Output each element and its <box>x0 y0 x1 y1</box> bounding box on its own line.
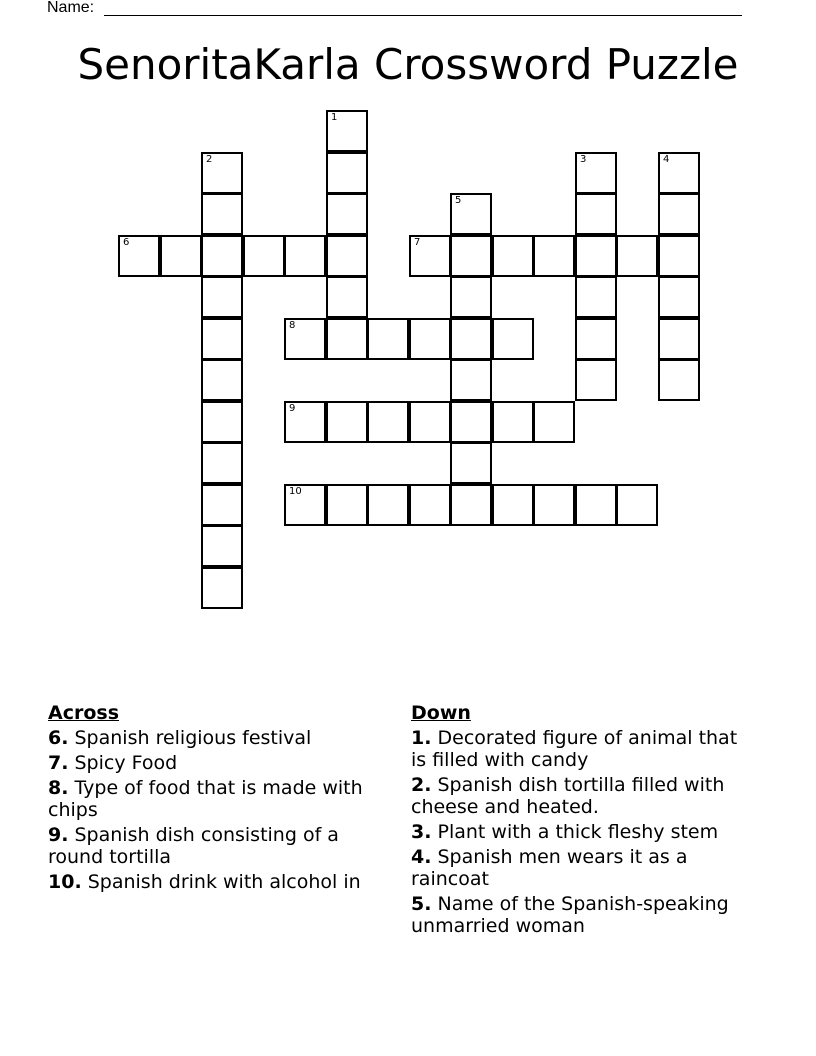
clue-list <box>411 727 756 937</box>
down-clues <box>411 702 756 940</box>
name-line[interactable] <box>104 15 742 16</box>
grid-cell[interactable] <box>450 442 492 484</box>
grid-cell[interactable] <box>658 193 700 235</box>
clue-number: 9. <box>48 824 69 846</box>
clue-number: 10 <box>289 486 302 497</box>
grid-cell[interactable] <box>450 235 492 277</box>
grid-cell[interactable] <box>201 193 243 235</box>
grid-cell[interactable] <box>450 401 492 443</box>
clue-item <box>48 824 388 868</box>
grid-cell[interactable] <box>409 318 451 360</box>
clue-number: 6. <box>48 727 69 749</box>
page-title: SenoritaKarla Crossword Puzzle <box>77 40 739 89</box>
grid-cell[interactable] <box>201 276 243 318</box>
grid-cell[interactable] <box>284 484 326 526</box>
down-heading: Down <box>411 702 471 724</box>
clue-list <box>48 727 388 893</box>
clue-item <box>411 846 756 890</box>
grid-cell[interactable] <box>533 235 575 277</box>
grid-cell[interactable] <box>492 401 534 443</box>
grid-cell[interactable] <box>201 235 243 277</box>
grid-cell[interactable] <box>118 235 160 277</box>
grid-cell[interactable] <box>450 276 492 318</box>
clue-number: 6 <box>123 237 130 248</box>
clue-number: 9 <box>289 403 296 414</box>
grid-cell[interactable] <box>201 152 243 194</box>
grid-cell[interactable] <box>284 235 326 277</box>
clue-text: Spicy Food <box>74 752 178 774</box>
clue-number: 3 <box>580 154 587 165</box>
grid-cell[interactable] <box>492 318 534 360</box>
grid-cell[interactable] <box>658 152 700 194</box>
clue-number: 3. <box>411 821 432 843</box>
grid-cell[interactable] <box>575 359 617 401</box>
grid-cell[interactable] <box>409 401 451 443</box>
grid-cell[interactable] <box>658 276 700 318</box>
grid-cell[interactable] <box>201 525 243 567</box>
grid-cell[interactable] <box>575 152 617 194</box>
clue-text: Spanish drink with alcohol in <box>87 871 361 893</box>
clue-text: Plant with a thick fleshy stem <box>437 821 719 843</box>
grid-cell[interactable] <box>450 318 492 360</box>
grid-cell[interactable] <box>160 235 202 277</box>
clue-text: Spanish dish consisting of a round tortilla <box>48 824 339 868</box>
grid-cell[interactable] <box>616 235 658 277</box>
grid-cell[interactable] <box>326 318 368 360</box>
grid-cell[interactable] <box>367 318 409 360</box>
grid-cell[interactable] <box>201 401 243 443</box>
clue-item <box>411 774 756 818</box>
grid-cell[interactable] <box>450 359 492 401</box>
clue-item <box>411 893 756 937</box>
clue-number: 8 <box>289 320 296 331</box>
clue-number: 4 <box>663 154 670 165</box>
grid-cell[interactable] <box>575 193 617 235</box>
name-label: Name: <box>47 0 95 16</box>
clue-text: Name of the Spanish-speaking unmarried woman <box>411 893 729 937</box>
grid-cell[interactable] <box>492 235 534 277</box>
grid-cell[interactable] <box>492 484 534 526</box>
grid-cell[interactable] <box>326 276 368 318</box>
grid-cell[interactable] <box>533 401 575 443</box>
clue-number: 4. <box>411 846 432 868</box>
grid-cell[interactable] <box>326 401 368 443</box>
clue-text: Decorated figure of animal that is filled with candy <box>411 727 738 771</box>
clue-number: 2. <box>411 774 432 796</box>
grid-cell[interactable] <box>658 359 700 401</box>
grid-cell[interactable] <box>201 442 243 484</box>
grid-cell[interactable] <box>326 484 368 526</box>
grid-cell[interactable] <box>201 318 243 360</box>
grid-cell[interactable] <box>450 193 492 235</box>
clue-number: 5. <box>411 893 432 915</box>
clue-number: 10. <box>48 871 82 893</box>
grid-cell[interactable] <box>367 484 409 526</box>
grid-cell[interactable] <box>409 235 451 277</box>
grid-cell[interactable] <box>201 484 243 526</box>
clue-item <box>48 777 388 821</box>
grid-cell[interactable] <box>284 401 326 443</box>
grid-cell[interactable] <box>575 276 617 318</box>
clue-number: 1 <box>331 112 338 123</box>
across-clues <box>48 702 388 896</box>
clue-item <box>48 727 388 749</box>
grid-cell[interactable] <box>409 484 451 526</box>
clue-item <box>411 821 756 843</box>
grid-cell[interactable] <box>575 318 617 360</box>
clue-number: 7 <box>414 237 421 248</box>
clue-text: Spanish men wears it as a raincoat <box>411 846 688 890</box>
grid-cell[interactable] <box>201 359 243 401</box>
grid-cell[interactable] <box>575 484 617 526</box>
clue-text: Spanish religious festival <box>74 727 312 749</box>
clue-item <box>411 727 756 771</box>
clue-number: 2 <box>206 154 213 165</box>
grid-cell[interactable] <box>243 235 285 277</box>
grid-cell[interactable] <box>533 484 575 526</box>
across-heading: Across <box>48 702 120 724</box>
grid-cell[interactable] <box>367 401 409 443</box>
clue-number: 7. <box>48 752 69 774</box>
grid-cell[interactable] <box>284 318 326 360</box>
grid-cell[interactable] <box>326 193 368 235</box>
grid-cell[interactable] <box>658 235 700 277</box>
clue-item <box>48 871 388 893</box>
grid-cell[interactable] <box>575 235 617 277</box>
clue-item <box>48 752 388 774</box>
clue-text: Type of food that is made with chips <box>48 777 363 821</box>
clue-number: 1. <box>411 727 432 749</box>
grid-cell[interactable] <box>658 318 700 360</box>
clue-number: 5 <box>455 195 462 206</box>
grid-cell[interactable] <box>450 484 492 526</box>
grid-cell[interactable] <box>326 110 368 152</box>
clue-text: Spanish dish tortilla filled with cheese and heated. <box>411 774 725 818</box>
grid-cell[interactable] <box>616 484 658 526</box>
grid-cell[interactable] <box>201 567 243 609</box>
clue-number: 8. <box>48 777 69 799</box>
grid-cell[interactable] <box>326 152 368 194</box>
grid-cell[interactable] <box>326 235 368 277</box>
